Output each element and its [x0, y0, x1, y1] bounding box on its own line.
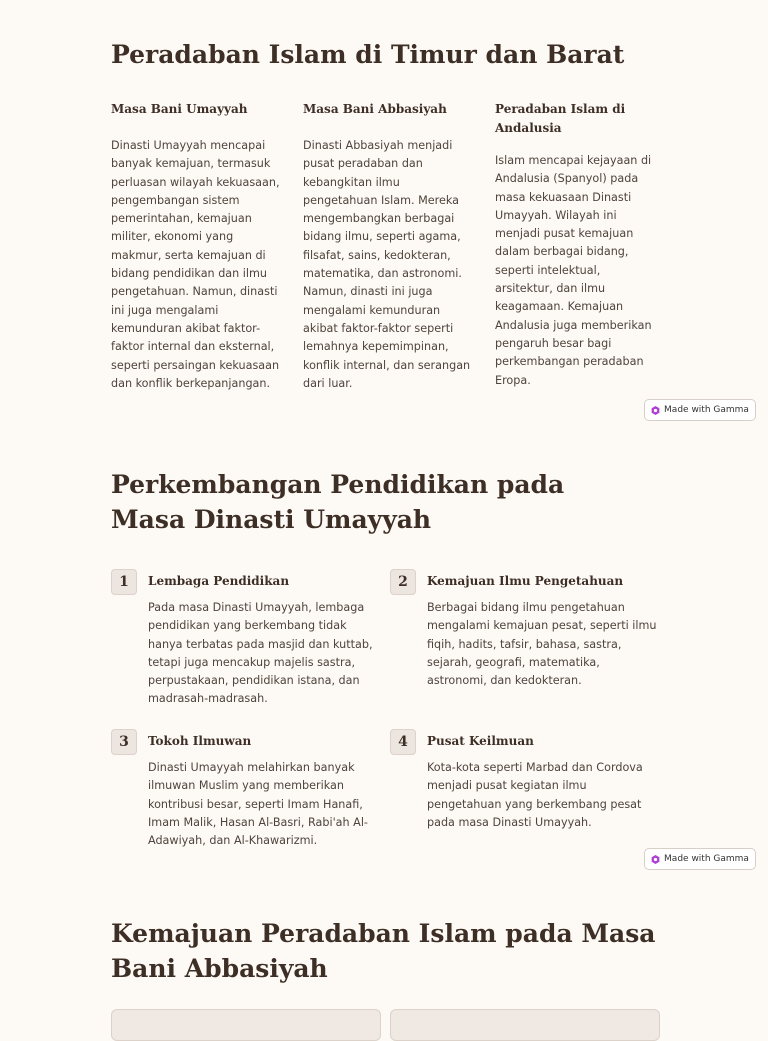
step-item-lembaga-pendidikan: [148, 572, 383, 709]
column-body: Dinasti Umayyah mencapai banyak kemajuan, termasuk perluasan wilayah kekuasaan, pengembangan sistem pemerintahan, kemajuan militer, ekonomi yang makmur, serta kemajuan di bidang pendidikan dan ilmu pengetahuan. Namun, dinasti ini juga mengalami kemunduran akibat faktor-faktor internal dan eksternal, seperti persaingan kekuasaan dan konflik berkepanjangan.: [111, 139, 280, 390]
section1-title: Peradaban Islam di Timur dan Barat: [111, 40, 625, 69]
step-heading: Lembaga Pendidikan: [148, 574, 290, 588]
step-item-pusat-keilmuan: [427, 732, 662, 832]
step-heading: Pusat Keilmuan: [427, 734, 534, 748]
step-number-box: 4: [390, 729, 416, 755]
content-card: [111, 1009, 381, 1041]
gamma-badge-label: Made with Gamma: [664, 854, 749, 864]
column-bani-abbasiyah: [303, 100, 473, 393]
column-body: Dinasti Abbasiyah menjadi pusat peradaban dan kebangkitan ilmu pengetahuan Islam. Mereka mengembangkan berbagai bidang ilmu, seperti agama, filsafat, sains, kedokteran, matematika, dan astronomi. Namun, dinasti ini juga mengalami kemunduran akibat faktor-faktor seperti lemahnya kepemimpinan, konflik internal, dan serangan dari luar.: [303, 139, 471, 390]
made-with-gamma-badge[interactable]: [644, 848, 756, 870]
column-bani-umayyah: [111, 100, 281, 393]
step-number-box: 3: [111, 729, 137, 755]
step-number-box: 2: [390, 569, 416, 595]
step-number-box: 1: [111, 569, 137, 595]
step-item-tokoh-ilmuwan: [148, 732, 383, 850]
made-with-gamma-badge[interactable]: [644, 399, 756, 421]
step-heading: Tokoh Ilmuwan: [148, 734, 252, 748]
column-body: Islam mencapai kejayaan di Andalusia (Spanyol) pada masa kekuasaan Dinasti Umayyah. Wilayah ini menjadi pusat kemajuan dalam berbagai bidang, seperti intelektual, arsitektur, dan ilmu keagamaan. Kemajuan Andalusia juga memberikan pengaruh besar bagi perkembangan peradaban Eropa.: [495, 154, 652, 387]
column-heading: Masa Bani Umayyah: [111, 102, 248, 116]
gamma-badge-label: Made with Gamma: [664, 405, 749, 415]
column-heading: Masa Bani Abbasiyah: [303, 102, 447, 116]
column-heading: Peradaban Islam di Andalusia: [495, 102, 626, 135]
content-card: [390, 1009, 660, 1041]
step-item-kemajuan-ilmu: [427, 572, 662, 690]
column-andalusia: [495, 100, 660, 390]
step-body: Pada masa Dinasti Umayyah, lembaga pendidikan yang berkembang tidak hanya terbatas pada masjid dan kuttab, tetapi juga mencakup majelis sastra, perpustakaan, pendidikan istana, dan madrasah-madrasah.: [148, 601, 373, 706]
gamma-logo-icon: [651, 855, 660, 864]
step-body: Dinasti Umayyah melahirkan banyak ilmuwan Muslim yang memberikan kontribusi besar, seperti Imam Hanafi, Imam Malik, Hasan Al-Basri, Rabi'ah Al-Adawiyah, dan Al-Khawarizmi.: [148, 761, 368, 848]
step-body: Kota-kota seperti Marbad dan Cordova menjadi pusat kegiatan ilmu pengetahuan yang berkembang pesat pada masa Dinasti Umayyah.: [427, 761, 643, 829]
step-body: Berbagai bidang ilmu pengetahuan mengalami kemajuan pesat, seperti ilmu fiqih, hadits, tafsir, bahasa, sastra, sejarah, geografi, matematika, astronomi, dan kedokteran.: [427, 601, 657, 688]
step-heading: Kemajuan Ilmu Pengetahuan: [427, 574, 624, 588]
section2-title: Perkembangan Pendidikan pada Masa Dinasti Umayyah: [111, 470, 565, 534]
gamma-logo-icon: [651, 406, 660, 415]
section3-title: Kemajuan Peradaban Islam pada Masa Bani Abbasiyah: [111, 919, 656, 983]
